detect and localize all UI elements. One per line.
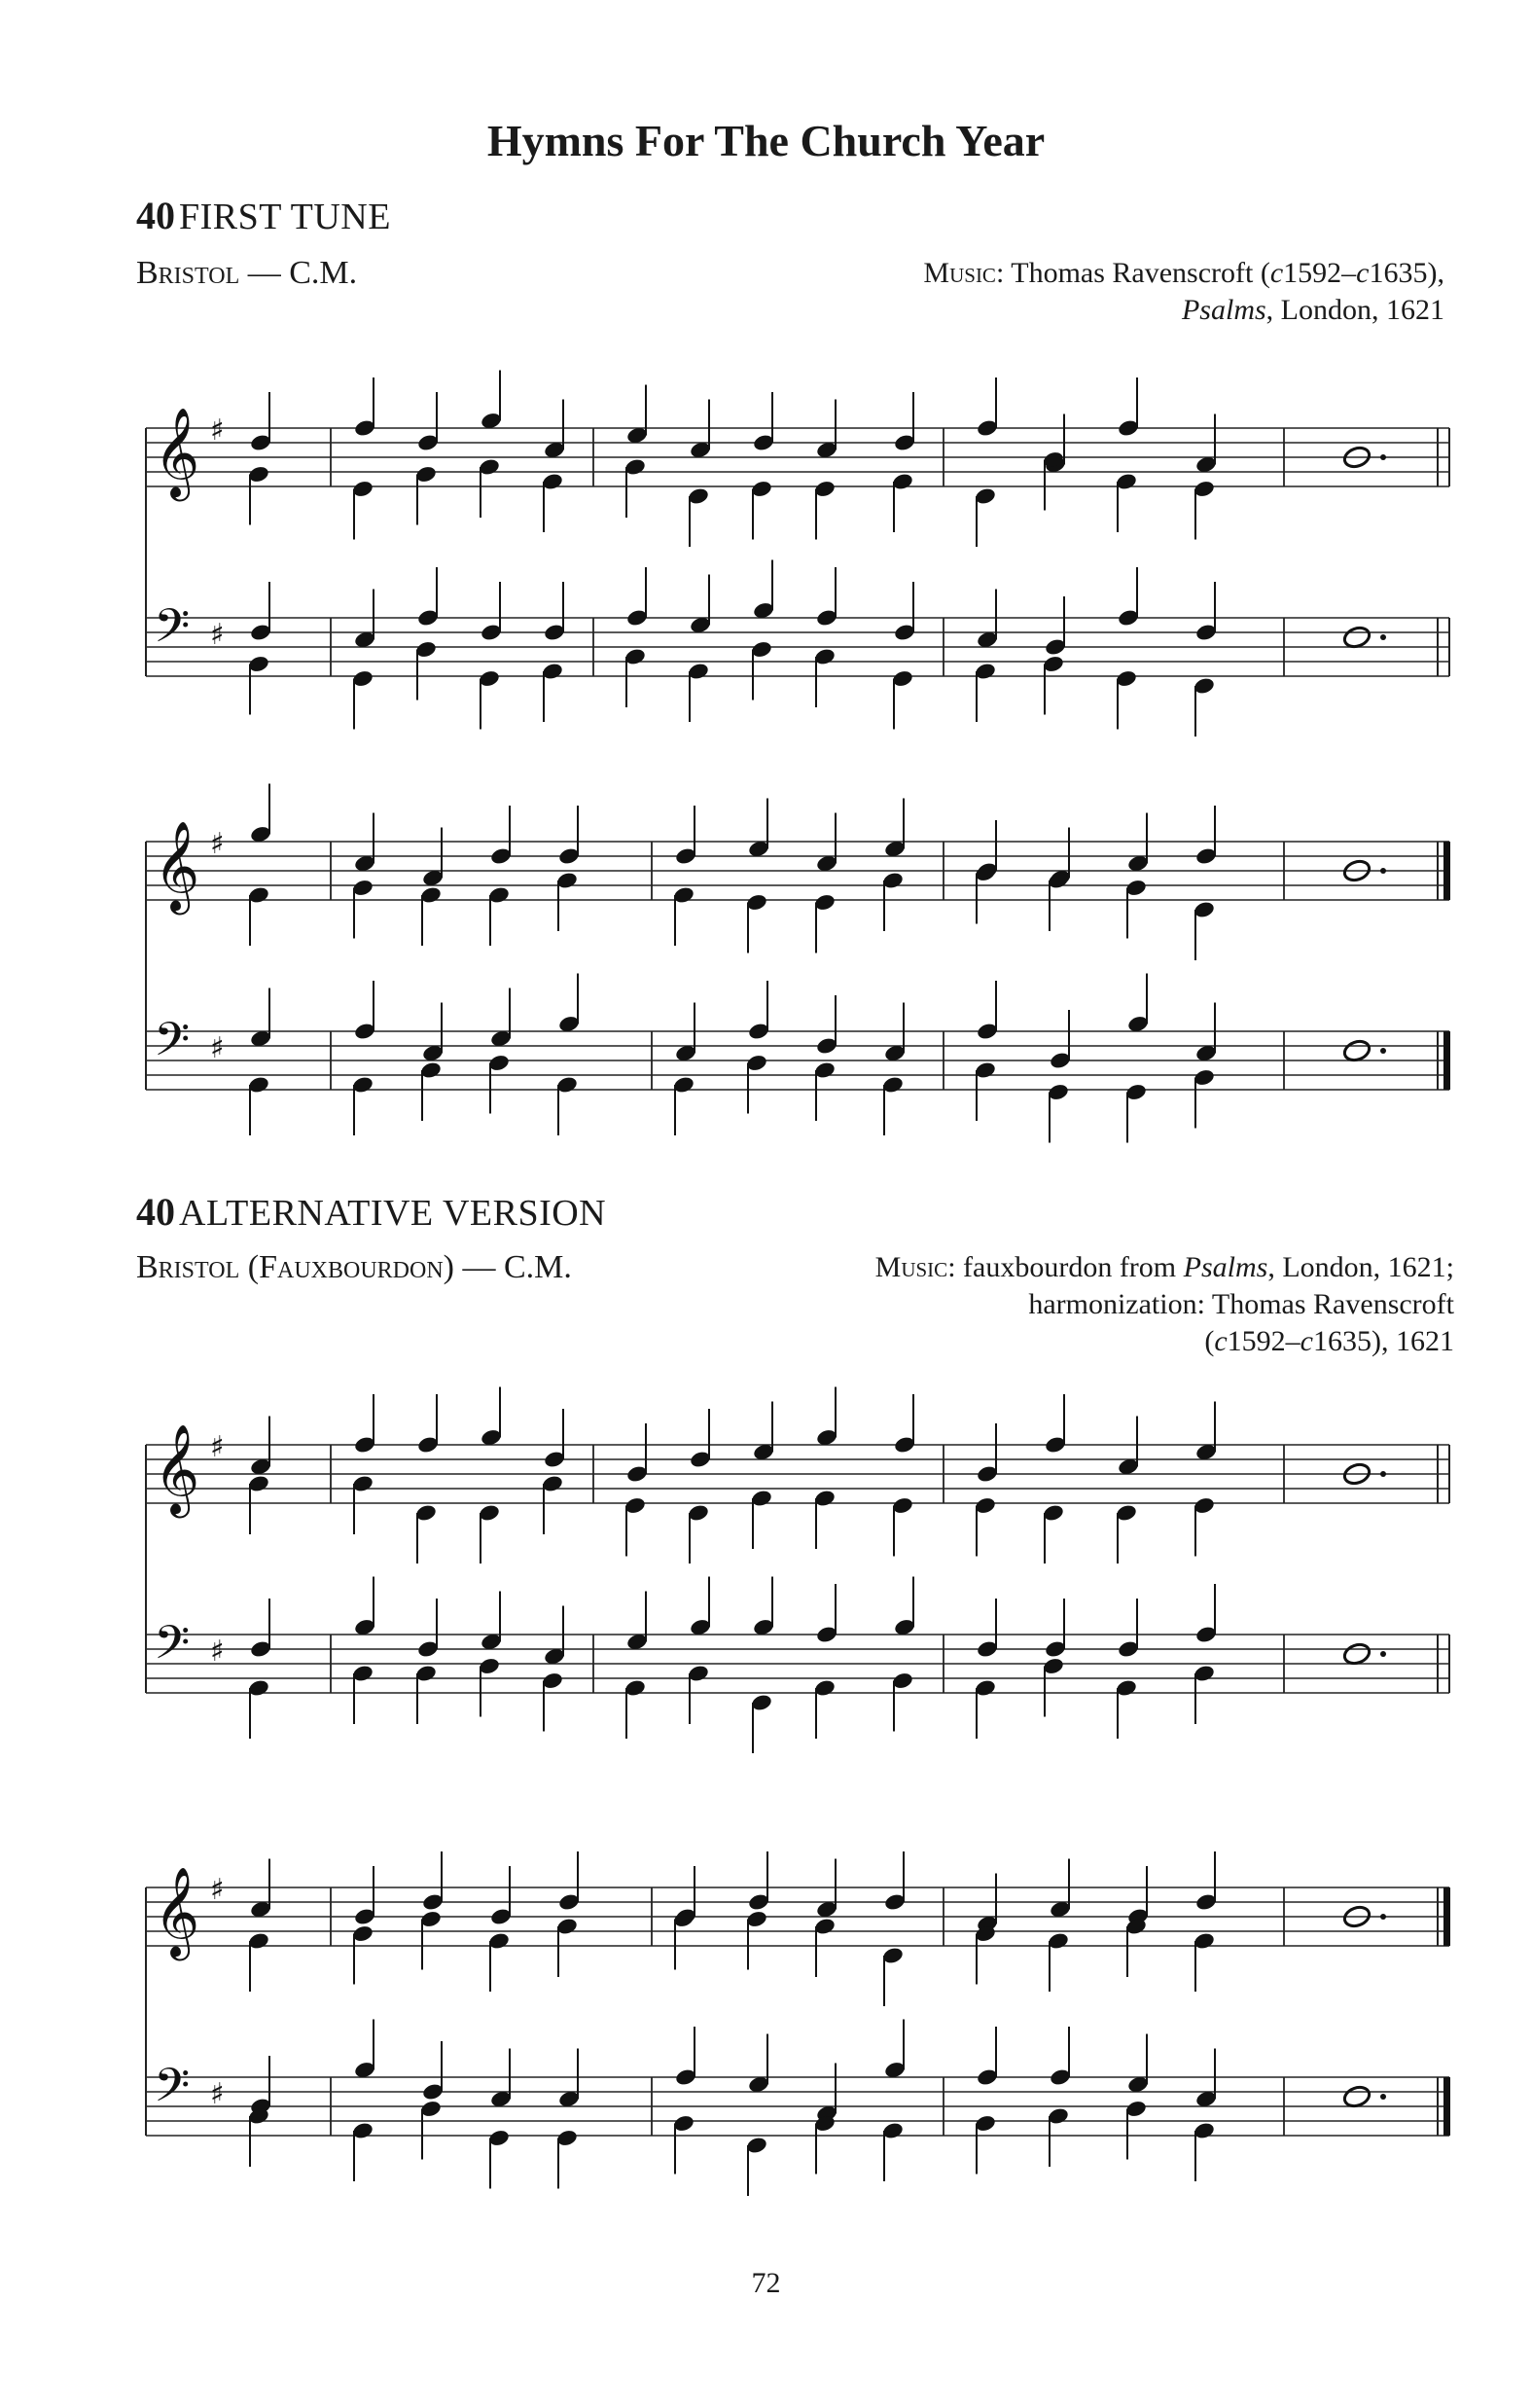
hymn-number: 40: [136, 194, 175, 237]
bass-clef: 𝄢: [154, 1615, 191, 1681]
credit-text: 1592–: [1227, 1325, 1300, 1357]
credit-text: 1592–: [1283, 257, 1357, 289]
music-credit: [764, 255, 1444, 329]
bass-clef: 𝄢: [154, 598, 191, 665]
key-signature-sharp: ♯: [210, 618, 225, 652]
credit-text: , London, 1621;: [1267, 1251, 1454, 1283]
credit-text: (: [1204, 1325, 1215, 1357]
score-system-1: [136, 360, 1459, 769]
half-note-head: [1342, 2084, 1372, 2109]
hymn-heading: [136, 1189, 606, 1235]
tune-variant: (Fauxbourdon): [247, 1249, 454, 1285]
tune-name: [136, 1249, 572, 1286]
final-barline: [1443, 1887, 1450, 1946]
credit-circa: c: [1356, 257, 1370, 289]
treble-clef: 𝄞: [154, 820, 200, 911]
final-barline: [1443, 2077, 1450, 2136]
credit-text: 1635), 1621: [1313, 1325, 1454, 1357]
dot: [1380, 1048, 1386, 1054]
credit-source: Psalms: [1183, 1251, 1268, 1283]
treble-clef: 𝄞: [154, 1423, 200, 1514]
dot: [1380, 1471, 1386, 1477]
score-system-3: [136, 1377, 1459, 1785]
tune-meter: — C.M.: [247, 255, 358, 291]
bass-clef: 𝄢: [154, 1012, 191, 1078]
tune-title: Bristol: [136, 1249, 240, 1285]
credit-source: Psalms: [1181, 294, 1266, 326]
key-signature-sharp: ♯: [210, 1873, 225, 1907]
key-signature-sharp: ♯: [210, 1430, 225, 1464]
dot: [1380, 868, 1386, 874]
credit-circa: c: [1214, 1325, 1228, 1357]
dot: [1380, 1651, 1386, 1657]
key-signature-sharp: ♯: [210, 413, 225, 448]
tune-title: Bristol: [136, 255, 240, 291]
hymn-heading-text: FIRST TUNE: [179, 197, 391, 237]
dot: [1380, 454, 1386, 460]
half-note-head: [1342, 625, 1372, 650]
dot: [1380, 2094, 1386, 2100]
half-note-head: [1342, 1038, 1372, 1063]
final-barline: [1443, 1031, 1450, 1090]
key-signature-sharp: ♯: [210, 1635, 225, 1669]
music-credit: [715, 1249, 1454, 1360]
tune-name: [136, 255, 357, 292]
final-barline: [1443, 842, 1450, 900]
credit-text: , London, 1621: [1265, 294, 1444, 326]
tune-meter: — C.M.: [462, 1249, 572, 1285]
hymn-number: 40: [136, 1190, 175, 1234]
key-signature-sharp: ♯: [210, 827, 225, 861]
score-system-2: [136, 773, 1459, 1182]
credit-label: Music: [874, 1251, 948, 1283]
key-signature-sharp: ♯: [210, 1031, 225, 1065]
treble-clef: 𝄞: [154, 1866, 200, 1957]
credit-text: : fauxbourdon from: [947, 1251, 1184, 1283]
page-number: 72: [751, 2267, 781, 2299]
hymn-heading: [136, 193, 391, 238]
credit-label: Music: [923, 257, 996, 289]
credit-text: : Thomas Ravenscroft (: [995, 257, 1270, 289]
hymn-heading-text: ALTERNATIVE VERSION: [179, 1193, 607, 1234]
dot: [1380, 1914, 1386, 1920]
credit-circa: c: [1300, 1325, 1313, 1357]
credit-circa: c: [1269, 257, 1284, 289]
bass-clef: 𝄢: [154, 2058, 191, 2124]
credit-text: harmonization: Thomas Ravenscroft: [1028, 1288, 1454, 1320]
credit-text: 1635),: [1369, 257, 1444, 289]
score-system-4: [136, 1819, 1459, 2228]
treble-clef: 𝄞: [154, 407, 200, 497]
page-title: Hymns For The Church Year: [486, 116, 1046, 165]
dot: [1380, 634, 1386, 640]
half-note-head: [1342, 1641, 1372, 1667]
key-signature-sharp: ♯: [210, 2077, 225, 2111]
